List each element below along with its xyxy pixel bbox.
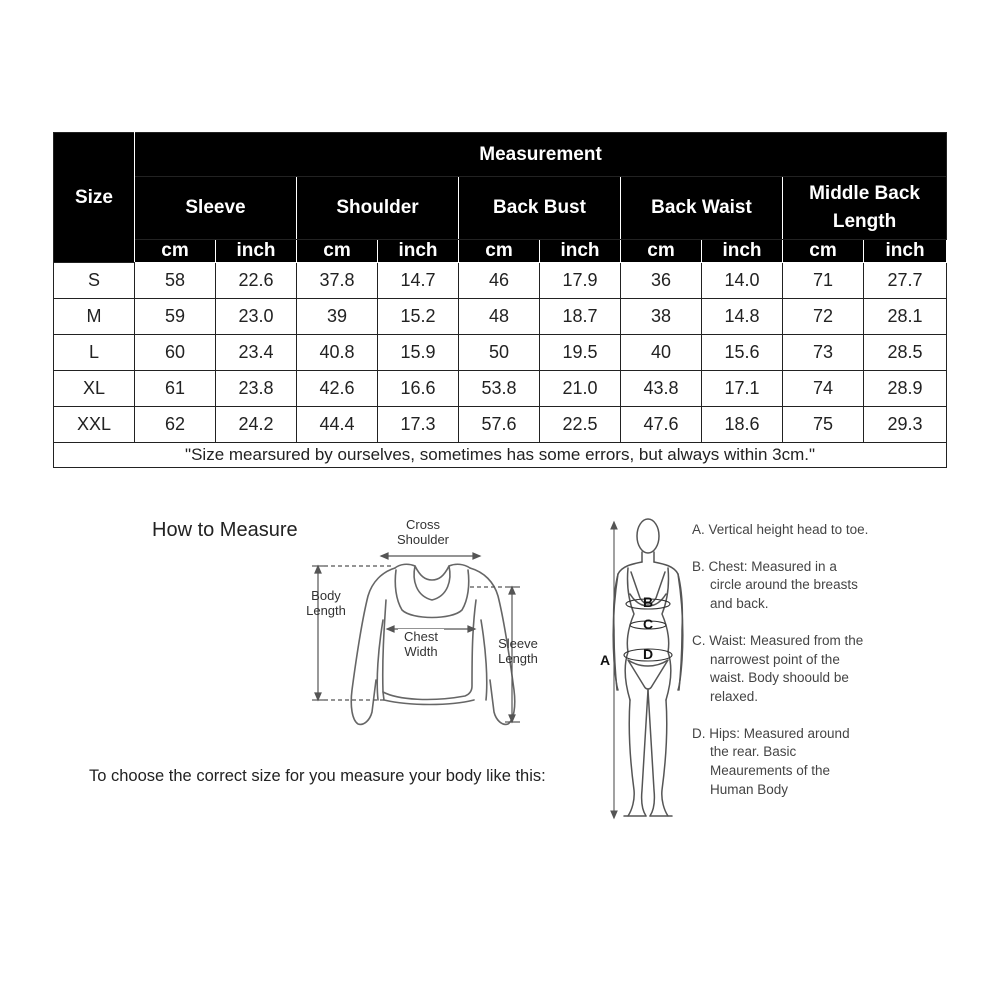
measurement-cell: 39 — [297, 299, 378, 335]
legend-text: A. Vertical height head to toe. — [692, 522, 869, 537]
size-chart-table — [53, 132, 947, 468]
table-body — [54, 263, 947, 443]
sleeve-length-label: Sleeve Length — [498, 636, 538, 666]
measurement-cell: 17.9 — [540, 263, 621, 299]
unit-header: inch — [540, 240, 621, 263]
chest-width-label: Chest Width — [398, 629, 444, 659]
measurement-cell: 37.8 — [297, 263, 378, 299]
measurement-cell: 28.1 — [864, 299, 947, 335]
legend-item — [692, 632, 872, 707]
how-to-measure-title: How to Measure — [152, 519, 298, 541]
measurement-cell: 73 — [783, 335, 864, 371]
figure-letter-b: B — [643, 594, 654, 610]
measurement-cell: 14.7 — [378, 263, 459, 299]
measurement-cell: 15.9 — [378, 335, 459, 371]
measurement-cell: 14.8 — [702, 299, 783, 335]
measurement-cell: 58 — [135, 263, 216, 299]
measurement-cell: 15.6 — [702, 335, 783, 371]
measurement-cell: 15.2 — [378, 299, 459, 335]
measurement-cell: 18.7 — [540, 299, 621, 335]
measurement-cell: 24.2 — [216, 407, 297, 443]
measurement-cell: 17.1 — [702, 371, 783, 407]
column-group-header: Middle Back Length — [783, 177, 947, 240]
measurement-cell: 28.5 — [864, 335, 947, 371]
unit-header: inch — [864, 240, 947, 263]
measurement-cell: 17.3 — [378, 407, 459, 443]
measurement-cell: 71 — [783, 263, 864, 299]
measurement-cell: 23.4 — [216, 335, 297, 371]
size-cell: L — [54, 335, 135, 371]
measurement-cell: 42.6 — [297, 371, 378, 407]
body-measurement-legend — [692, 521, 872, 799]
figure-letter-a: A — [600, 652, 611, 668]
measurement-cell: 29.3 — [864, 407, 947, 443]
table-row — [54, 263, 947, 299]
measurement-cell: 53.8 — [459, 371, 540, 407]
table-row — [54, 299, 947, 335]
column-group-header: Sleeve — [135, 177, 297, 240]
column-group-header: Back Waist — [621, 177, 783, 240]
size-cell: XL — [54, 371, 135, 407]
measurement-cell: 48 — [459, 299, 540, 335]
legend-text: B. Chest: Measured in a circle around the breasts and back. — [692, 558, 858, 612]
measure-instruction-text: To choose the correct size for you measure your body like this: — [89, 767, 546, 785]
measurement-cell: 28.9 — [864, 371, 947, 407]
legend-item — [692, 521, 872, 540]
measurement-cell: 59 — [135, 299, 216, 335]
measurement-cell: 22.5 — [540, 407, 621, 443]
measurement-cell: 47.6 — [621, 407, 702, 443]
legend-item — [692, 725, 872, 800]
size-cell: S — [54, 263, 135, 299]
unit-header: cm — [621, 240, 702, 263]
measurement-cell: 46 — [459, 263, 540, 299]
column-group-header: Shoulder — [297, 177, 459, 240]
legend-item — [692, 558, 872, 614]
legend-text: C. Waist: Measured from the narrowest point of the waist. Body shoould be relaxed. — [692, 632, 864, 704]
size-cell: M — [54, 299, 135, 335]
measurement-cell: 57.6 — [459, 407, 540, 443]
unit-header: cm — [783, 240, 864, 263]
table-row — [54, 407, 947, 443]
unit-header: inch — [216, 240, 297, 263]
measurement-cell: 61 — [135, 371, 216, 407]
measurement-cell: 27.7 — [864, 263, 947, 299]
unit-header: cm — [297, 240, 378, 263]
measurement-cell: 60 — [135, 335, 216, 371]
unit-header: inch — [702, 240, 783, 263]
measurement-cell: 74 — [783, 371, 864, 407]
measurement-cell: 50 — [459, 335, 540, 371]
measurement-cell: 72 — [783, 299, 864, 335]
cross-shoulder-label: Cross Shoulder — [396, 517, 450, 547]
measurement-cell: 40 — [621, 335, 702, 371]
measurement-cell: 16.6 — [378, 371, 459, 407]
measurement-cell: 75 — [783, 407, 864, 443]
body-length-label: Body Length — [306, 588, 346, 618]
measurement-cell: 23.8 — [216, 371, 297, 407]
measurement-cell: 44.4 — [297, 407, 378, 443]
measurement-cell: 40.8 — [297, 335, 378, 371]
size-cell: XXL — [54, 407, 135, 443]
size-header: Size — [54, 133, 135, 263]
measurement-cell: 62 — [135, 407, 216, 443]
measurement-cell: 21.0 — [540, 371, 621, 407]
unit-header: cm — [135, 240, 216, 263]
table-row — [54, 371, 947, 407]
measurement-cell: 36 — [621, 263, 702, 299]
measurement-cell: 38 — [621, 299, 702, 335]
measurement-cell: 19.5 — [540, 335, 621, 371]
measurement-cell: 23.0 — [216, 299, 297, 335]
legend-text: D. Hips: Measured around the rear. Basic Meaurements of the Human Body — [692, 725, 850, 797]
measurement-header: Measurement — [135, 133, 947, 177]
measurement-cell: 22.6 — [216, 263, 297, 299]
table-footnote: "Size mearsured by ourselves, sometimes has some errors, but always within 3cm." — [54, 443, 947, 468]
unit-header: inch — [378, 240, 459, 263]
measurement-cell: 14.0 — [702, 263, 783, 299]
table-row — [54, 335, 947, 371]
measurement-cell: 18.6 — [702, 407, 783, 443]
column-group-header: Back Bust — [459, 177, 621, 240]
unit-header: cm — [459, 240, 540, 263]
measurement-cell: 43.8 — [621, 371, 702, 407]
figure-letter-d: D — [643, 646, 654, 662]
figure-letter-c: C — [643, 616, 654, 632]
